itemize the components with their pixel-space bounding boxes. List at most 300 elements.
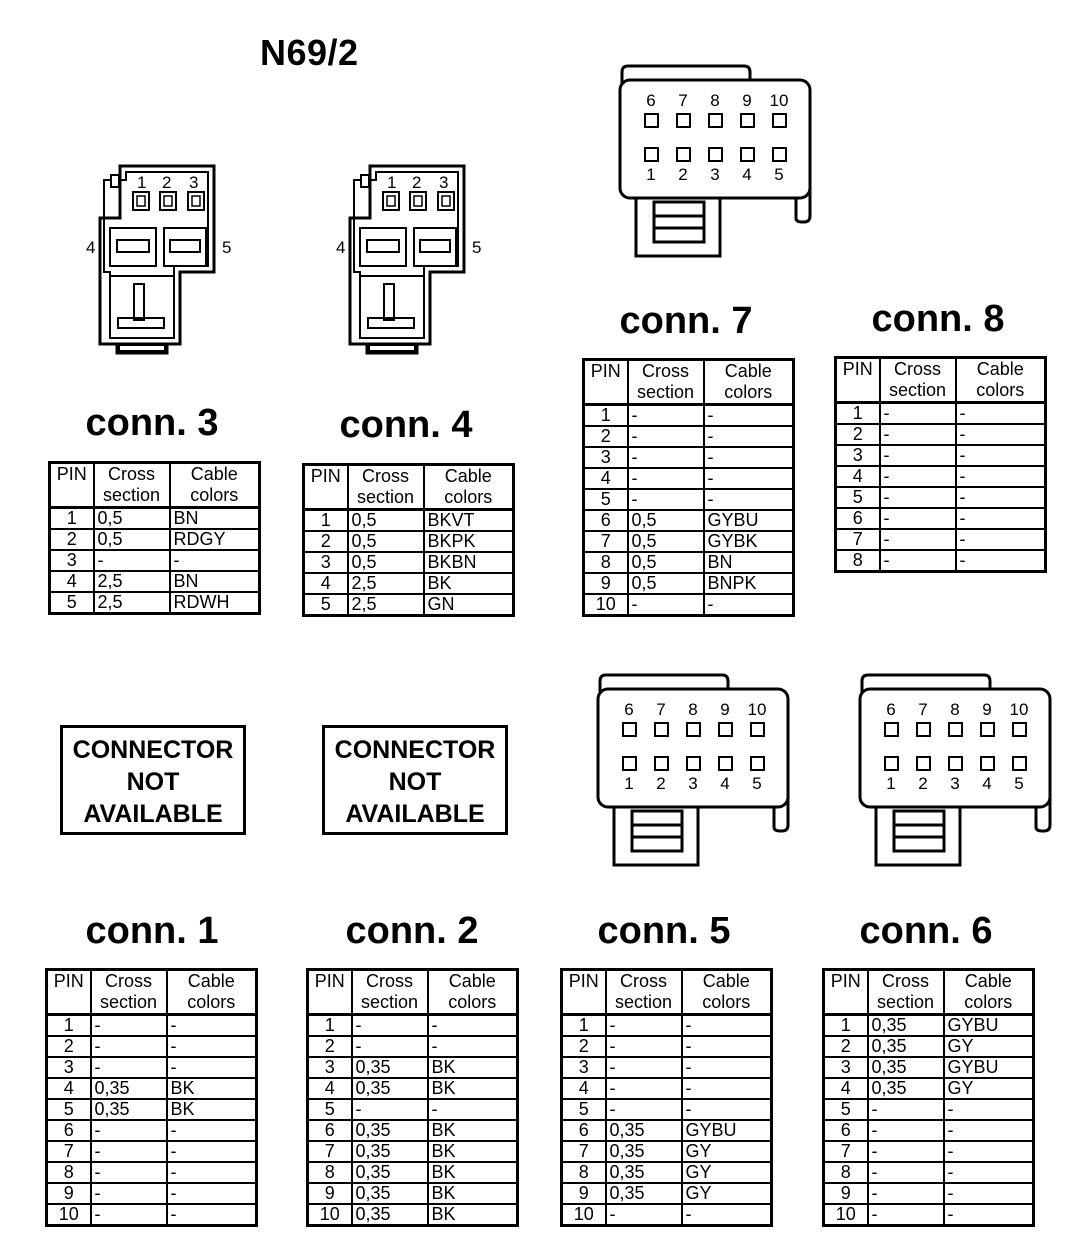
cross-section-value: 0,35 bbox=[868, 1015, 944, 1037]
table-row bbox=[308, 1120, 518, 1141]
cross-section-value: 0,5 bbox=[628, 531, 704, 552]
pin-header: PIN bbox=[308, 970, 352, 1015]
conn2-pin-table bbox=[306, 968, 519, 1227]
conn4-pin5-label: 5 bbox=[472, 238, 482, 257]
pin-number: 1 bbox=[50, 508, 94, 530]
cross-section-value: - bbox=[606, 1057, 682, 1078]
cross-section-value: - bbox=[628, 468, 704, 489]
table-row bbox=[308, 1036, 518, 1057]
cross-section-value: 0,35 bbox=[352, 1183, 428, 1204]
table-row bbox=[47, 1015, 257, 1037]
table-row bbox=[584, 426, 794, 447]
table-row bbox=[584, 573, 794, 594]
cross-section-value: - bbox=[868, 1162, 944, 1183]
table-row bbox=[824, 1036, 1034, 1057]
cable-color-value: GN bbox=[424, 594, 514, 616]
table-row bbox=[584, 531, 794, 552]
cross-section-value: - bbox=[880, 508, 956, 529]
cable-color-value: GY bbox=[944, 1036, 1034, 1057]
pin-number: 8 bbox=[47, 1162, 91, 1183]
table-row bbox=[47, 1120, 257, 1141]
cross-section-value: - bbox=[868, 1183, 944, 1204]
cross-section-value: 0,5 bbox=[94, 508, 170, 530]
table-row bbox=[836, 445, 1046, 466]
table-row bbox=[47, 1204, 257, 1226]
cable-color-value: BKVT bbox=[424, 510, 514, 532]
cable-color-value: - bbox=[167, 1015, 257, 1037]
conn8-title: conn. 8 bbox=[871, 298, 1005, 340]
cable-colors-header: Cable colors bbox=[428, 970, 518, 1015]
not-available-line1: CONNECTOR bbox=[72, 736, 234, 764]
pin-number: 2 bbox=[824, 1036, 868, 1057]
conn5-pin-table bbox=[560, 968, 773, 1227]
conn6-pin8-label: 8 bbox=[950, 700, 960, 719]
pin-number: 10 bbox=[584, 594, 628, 616]
cross-section-header: Cross section bbox=[880, 358, 956, 403]
not-available-line2: NOT bbox=[388, 768, 442, 796]
cross-section-value: 0,5 bbox=[94, 529, 170, 550]
table-row bbox=[824, 1015, 1034, 1037]
cross-section-header: Cross section bbox=[352, 970, 428, 1015]
cross-section-value: 0,5 bbox=[628, 510, 704, 531]
cable-color-value: BK bbox=[428, 1204, 518, 1226]
pin-number: 2 bbox=[47, 1036, 91, 1057]
cable-color-value: GY bbox=[682, 1183, 772, 1204]
conn6-drawing bbox=[860, 675, 1050, 865]
cable-color-value: GYBU bbox=[682, 1120, 772, 1141]
table-row bbox=[562, 1141, 772, 1162]
conn4-pin4-label: 4 bbox=[336, 238, 346, 257]
conn3-pin1-label: 1 bbox=[137, 173, 147, 192]
pin-number: 8 bbox=[836, 550, 880, 572]
cross-section-value: - bbox=[91, 1015, 167, 1037]
cable-color-value: GYBU bbox=[944, 1057, 1034, 1078]
pin-number: 4 bbox=[308, 1078, 352, 1099]
conn6-pin1-label: 1 bbox=[886, 774, 896, 793]
table-row bbox=[824, 1204, 1034, 1226]
page-title: N69/2 bbox=[260, 32, 359, 73]
cross-section-value: 0,35 bbox=[352, 1141, 428, 1162]
cross-section-value: - bbox=[868, 1141, 944, 1162]
cross-section-value: 0,35 bbox=[606, 1162, 682, 1183]
pin-number: 2 bbox=[562, 1036, 606, 1057]
pin-number: 1 bbox=[304, 510, 348, 532]
table-row bbox=[584, 489, 794, 510]
conn7-pin2-label: 2 bbox=[678, 165, 688, 184]
pin-number: 8 bbox=[562, 1162, 606, 1183]
cable-color-value: - bbox=[167, 1141, 257, 1162]
cable-color-value: RDWH bbox=[170, 592, 260, 614]
conn5-pin1-label: 1 bbox=[624, 774, 634, 793]
cable-color-value: BKPK bbox=[424, 531, 514, 552]
cable-color-value: - bbox=[704, 489, 794, 510]
cross-section-value: 0,35 bbox=[352, 1162, 428, 1183]
table-row bbox=[836, 424, 1046, 445]
conn5-pin2-label: 2 bbox=[656, 774, 666, 793]
table-row bbox=[50, 550, 260, 571]
cross-section-value: 0,5 bbox=[348, 531, 424, 552]
cable-color-value: BK bbox=[428, 1183, 518, 1204]
pin-number: 6 bbox=[308, 1120, 352, 1141]
cable-color-value: - bbox=[956, 424, 1046, 445]
table-row bbox=[824, 1120, 1034, 1141]
conn7-pin6-label: 6 bbox=[646, 91, 656, 110]
cable-colors-header: Cable colors bbox=[956, 358, 1046, 403]
pin-number: 7 bbox=[836, 529, 880, 550]
cable-color-value: - bbox=[682, 1204, 772, 1226]
cable-colors-header: Cable colors bbox=[944, 970, 1034, 1015]
cable-color-value: - bbox=[428, 1015, 518, 1037]
cable-color-value: GYBK bbox=[704, 531, 794, 552]
cable-color-value: - bbox=[956, 403, 1046, 425]
conn5-pin4-label: 4 bbox=[720, 774, 730, 793]
pin-number: 5 bbox=[308, 1099, 352, 1120]
cable-color-value: - bbox=[167, 1120, 257, 1141]
pin-number: 4 bbox=[47, 1078, 91, 1099]
table-row bbox=[304, 531, 514, 552]
conn6-pin10-label: 10 bbox=[1009, 700, 1029, 719]
cable-color-value: GY bbox=[682, 1162, 772, 1183]
table-row bbox=[836, 487, 1046, 508]
cable-color-value: - bbox=[704, 468, 794, 489]
pin-number: 2 bbox=[836, 424, 880, 445]
cable-color-value: BKBN bbox=[424, 552, 514, 573]
pin-number: 10 bbox=[47, 1204, 91, 1226]
conn6-title: conn. 6 bbox=[859, 910, 993, 952]
conn4-drawing bbox=[336, 166, 481, 354]
cross-section-value: - bbox=[868, 1204, 944, 1226]
conn6-pin-table bbox=[822, 968, 1035, 1227]
cable-color-value: - bbox=[956, 529, 1046, 550]
pin-number: 3 bbox=[304, 552, 348, 573]
cross-section-value: - bbox=[628, 489, 704, 510]
cross-section-value: 0,35 bbox=[91, 1099, 167, 1120]
conn3-pin3-label: 3 bbox=[189, 173, 199, 192]
pin-number: 6 bbox=[824, 1120, 868, 1141]
not-available-line3: AVAILABLE bbox=[345, 800, 485, 828]
cross-section-value: 0,35 bbox=[606, 1141, 682, 1162]
not-available-line1: CONNECTOR bbox=[334, 736, 496, 764]
cable-color-value: - bbox=[944, 1120, 1034, 1141]
cross-section-value: - bbox=[628, 426, 704, 447]
table-row bbox=[47, 1099, 257, 1120]
cable-colors-header: Cable colors bbox=[682, 970, 772, 1015]
conn5-pin10-label: 10 bbox=[747, 700, 767, 719]
cross-section-value: 0,35 bbox=[868, 1036, 944, 1057]
cross-section-header: Cross section bbox=[91, 970, 167, 1015]
table-row bbox=[584, 468, 794, 489]
pin-header: PIN bbox=[304, 465, 348, 510]
cross-section-value: - bbox=[606, 1015, 682, 1037]
pin-number: 4 bbox=[562, 1078, 606, 1099]
cross-section-value: 0,5 bbox=[348, 510, 424, 532]
conn6-pin4-label: 4 bbox=[982, 774, 992, 793]
cross-section-value: 2,5 bbox=[348, 573, 424, 594]
pin-number: 6 bbox=[836, 508, 880, 529]
cross-section-value: 0,35 bbox=[352, 1057, 428, 1078]
cable-color-value: BK bbox=[167, 1078, 257, 1099]
pin-header: PIN bbox=[584, 360, 628, 405]
cable-colors-header: Cable colors bbox=[170, 463, 260, 508]
pin-number: 1 bbox=[584, 405, 628, 427]
cross-section-value: - bbox=[352, 1099, 428, 1120]
pin-number: 8 bbox=[824, 1162, 868, 1183]
cross-section-value: 0,35 bbox=[606, 1183, 682, 1204]
conn1-pin-table bbox=[45, 968, 258, 1227]
conn7-pin8-label: 8 bbox=[710, 91, 720, 110]
pin-header: PIN bbox=[47, 970, 91, 1015]
conn3-pin5-label: 5 bbox=[222, 238, 232, 257]
pin-header: PIN bbox=[562, 970, 606, 1015]
conn4-pin2-label: 2 bbox=[412, 173, 422, 192]
cable-color-value: - bbox=[682, 1057, 772, 1078]
conn7-pin7-label: 7 bbox=[678, 91, 688, 110]
cross-section-value: - bbox=[880, 550, 956, 572]
table-row bbox=[562, 1099, 772, 1120]
cross-section-header: Cross section bbox=[606, 970, 682, 1015]
conn7-pin10-label: 10 bbox=[769, 91, 789, 110]
cross-section-value: 0,35 bbox=[91, 1078, 167, 1099]
pin-header: PIN bbox=[836, 358, 880, 403]
cable-color-value: - bbox=[704, 426, 794, 447]
conn7-pin4-label: 4 bbox=[742, 165, 752, 184]
table-row bbox=[584, 594, 794, 616]
conn5-pin6-label: 6 bbox=[624, 700, 634, 719]
pin-number: 3 bbox=[308, 1057, 352, 1078]
conn3-pin-table bbox=[48, 461, 261, 615]
table-row bbox=[562, 1057, 772, 1078]
table-row bbox=[47, 1141, 257, 1162]
table-row bbox=[308, 1078, 518, 1099]
table-row bbox=[304, 573, 514, 594]
pin-number: 8 bbox=[308, 1162, 352, 1183]
cross-section-value: 0,5 bbox=[348, 552, 424, 573]
cross-section-value: - bbox=[880, 445, 956, 466]
conn5-pin8-label: 8 bbox=[688, 700, 698, 719]
cable-color-value: BNPK bbox=[704, 573, 794, 594]
pin-number: 3 bbox=[47, 1057, 91, 1078]
table-row bbox=[47, 1057, 257, 1078]
table-row bbox=[824, 1078, 1034, 1099]
pin-number: 9 bbox=[47, 1183, 91, 1204]
table-row bbox=[47, 1183, 257, 1204]
pin-number: 6 bbox=[584, 510, 628, 531]
pin-header: PIN bbox=[824, 970, 868, 1015]
table-row bbox=[308, 1015, 518, 1037]
cable-colors-header: Cable colors bbox=[424, 465, 514, 510]
cross-section-value: - bbox=[352, 1036, 428, 1057]
cross-section-value: - bbox=[91, 1204, 167, 1226]
pin-number: 1 bbox=[562, 1015, 606, 1037]
conn6-pin5-label: 5 bbox=[1014, 774, 1024, 793]
cross-section-value: 0,5 bbox=[628, 573, 704, 594]
pin-number: 10 bbox=[308, 1204, 352, 1226]
cable-color-value: - bbox=[944, 1162, 1034, 1183]
conn3-title: conn. 3 bbox=[85, 402, 219, 444]
pin-number: 3 bbox=[562, 1057, 606, 1078]
table-row bbox=[47, 1036, 257, 1057]
cable-color-value: GYBU bbox=[944, 1015, 1034, 1037]
pin-number: 5 bbox=[562, 1099, 606, 1120]
table-row bbox=[562, 1120, 772, 1141]
pin-number: 9 bbox=[562, 1183, 606, 1204]
table-row bbox=[304, 594, 514, 616]
cable-color-value: - bbox=[956, 550, 1046, 572]
pin-number: 5 bbox=[584, 489, 628, 510]
pin-number: 4 bbox=[50, 571, 94, 592]
cable-color-value: GY bbox=[944, 1078, 1034, 1099]
conn6-pin6-label: 6 bbox=[886, 700, 896, 719]
table-row bbox=[308, 1204, 518, 1226]
pin-number: 2 bbox=[308, 1036, 352, 1057]
pin-number: 7 bbox=[824, 1141, 868, 1162]
cable-color-value: BN bbox=[170, 571, 260, 592]
table-row bbox=[50, 529, 260, 550]
pin-number: 3 bbox=[824, 1057, 868, 1078]
pin-number: 9 bbox=[308, 1183, 352, 1204]
cross-section-value: 0,35 bbox=[352, 1078, 428, 1099]
table-row bbox=[562, 1078, 772, 1099]
cross-section-value: 0,35 bbox=[606, 1120, 682, 1141]
cable-color-value: GY bbox=[682, 1141, 772, 1162]
conn1-title: conn. 1 bbox=[85, 910, 219, 952]
cross-section-value: - bbox=[91, 1183, 167, 1204]
cross-section-value: 2,5 bbox=[348, 594, 424, 616]
table-row bbox=[562, 1036, 772, 1057]
pin-number: 1 bbox=[308, 1015, 352, 1037]
conn4-title: conn. 4 bbox=[339, 404, 473, 446]
cross-section-value: - bbox=[868, 1120, 944, 1141]
cable-color-value: - bbox=[944, 1099, 1034, 1120]
pin-number: 5 bbox=[304, 594, 348, 616]
pin-number: 1 bbox=[47, 1015, 91, 1037]
pin-number: 4 bbox=[584, 468, 628, 489]
table-row bbox=[562, 1204, 772, 1226]
cable-color-value: BK bbox=[428, 1162, 518, 1183]
table-row bbox=[50, 592, 260, 614]
cable-color-value: - bbox=[956, 508, 1046, 529]
conn5-pin7-label: 7 bbox=[656, 700, 666, 719]
cable-color-value: - bbox=[682, 1015, 772, 1037]
cross-section-value: - bbox=[628, 447, 704, 468]
table-row bbox=[308, 1183, 518, 1204]
conn7-pin-table bbox=[582, 358, 795, 617]
table-row bbox=[836, 403, 1046, 425]
conn6-pin2-label: 2 bbox=[918, 774, 928, 793]
cable-color-value: RDGY bbox=[170, 529, 260, 550]
cross-section-value: - bbox=[880, 529, 956, 550]
conn7-pin1-label: 1 bbox=[646, 165, 656, 184]
pin-number: 5 bbox=[836, 487, 880, 508]
cable-color-value: - bbox=[170, 550, 260, 571]
pin-number: 3 bbox=[50, 550, 94, 571]
conn4-pin3-label: 3 bbox=[439, 173, 449, 192]
table-row bbox=[824, 1099, 1034, 1120]
cross-section-value: - bbox=[91, 1141, 167, 1162]
cross-section-value: - bbox=[352, 1015, 428, 1037]
pin-number: 10 bbox=[824, 1204, 868, 1226]
table-row bbox=[47, 1162, 257, 1183]
cross-section-header: Cross section bbox=[628, 360, 704, 405]
conn5-pin9-label: 9 bbox=[720, 700, 730, 719]
conn5-pin3-label: 3 bbox=[688, 774, 698, 793]
cable-color-value: - bbox=[167, 1162, 257, 1183]
cable-color-value: BN bbox=[170, 508, 260, 530]
conn6-pin9-label: 9 bbox=[982, 700, 992, 719]
pin-number: 7 bbox=[562, 1141, 606, 1162]
cable-color-value: - bbox=[956, 466, 1046, 487]
cross-section-value: - bbox=[880, 487, 956, 508]
conn7-title: conn. 7 bbox=[619, 300, 753, 342]
cable-color-value: - bbox=[704, 594, 794, 616]
pin-number: 4 bbox=[836, 466, 880, 487]
table-row bbox=[836, 508, 1046, 529]
pin-number: 9 bbox=[824, 1183, 868, 1204]
pin-number: 2 bbox=[304, 531, 348, 552]
table-row bbox=[584, 552, 794, 573]
pin-number: 10 bbox=[562, 1204, 606, 1226]
cross-section-value: 0,5 bbox=[628, 552, 704, 573]
cross-section-value: 2,5 bbox=[94, 571, 170, 592]
not-available-line2: NOT bbox=[126, 768, 180, 796]
cable-colors-header: Cable colors bbox=[704, 360, 794, 405]
pin-number: 5 bbox=[50, 592, 94, 614]
cross-section-value: - bbox=[606, 1099, 682, 1120]
cable-color-value: BK bbox=[167, 1099, 257, 1120]
cross-section-value: - bbox=[91, 1036, 167, 1057]
cable-color-value: BN bbox=[704, 552, 794, 573]
table-row bbox=[562, 1183, 772, 1204]
conn6-pin7-label: 7 bbox=[918, 700, 928, 719]
cable-color-value: - bbox=[682, 1036, 772, 1057]
conn7-pin9-label: 9 bbox=[742, 91, 752, 110]
pin-number: 7 bbox=[308, 1141, 352, 1162]
table-row bbox=[836, 529, 1046, 550]
cross-section-value: - bbox=[94, 550, 170, 571]
cross-section-value: - bbox=[628, 594, 704, 616]
table-row bbox=[304, 552, 514, 573]
cable-color-value: - bbox=[167, 1057, 257, 1078]
cross-section-value: - bbox=[606, 1078, 682, 1099]
pin-number: 7 bbox=[584, 531, 628, 552]
cross-section-value: 0,35 bbox=[868, 1057, 944, 1078]
table-row bbox=[308, 1057, 518, 1078]
pin-number: 3 bbox=[836, 445, 880, 466]
pin-number: 1 bbox=[836, 403, 880, 425]
conn4-pin-table bbox=[302, 463, 515, 617]
cable-color-value: - bbox=[944, 1141, 1034, 1162]
pin-number: 2 bbox=[584, 426, 628, 447]
conn6-pin3-label: 3 bbox=[950, 774, 960, 793]
conn4-pin1-label: 1 bbox=[387, 173, 397, 192]
pin-number: 4 bbox=[824, 1078, 868, 1099]
cable-color-value: - bbox=[167, 1183, 257, 1204]
pin-number: 8 bbox=[584, 552, 628, 573]
cable-color-value: - bbox=[682, 1099, 772, 1120]
table-row bbox=[836, 466, 1046, 487]
pin-number: 2 bbox=[50, 529, 94, 550]
cable-color-value: BK bbox=[428, 1057, 518, 1078]
pin-number: 3 bbox=[584, 447, 628, 468]
conn2-title: conn. 2 bbox=[345, 910, 479, 952]
table-row bbox=[50, 508, 260, 530]
table-row bbox=[836, 550, 1046, 572]
table-row bbox=[584, 447, 794, 468]
cable-color-value: - bbox=[167, 1036, 257, 1057]
conn3-drawing bbox=[86, 166, 231, 354]
cross-section-value: 2,5 bbox=[94, 592, 170, 614]
table-row bbox=[50, 571, 260, 592]
